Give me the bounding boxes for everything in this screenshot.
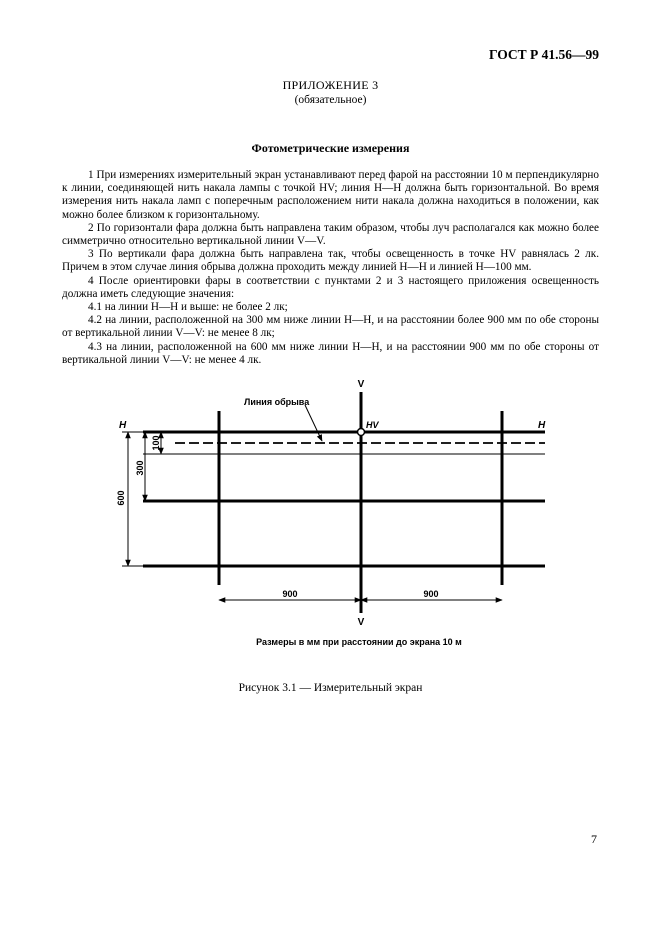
label-dim-100: 100 xyxy=(151,435,161,451)
appendix-subtitle: (обязательное) xyxy=(294,94,367,106)
standard-number: ГОСТ Р 41.56—99 xyxy=(488,47,599,62)
label-hv: HV xyxy=(366,420,379,430)
appendix-title: ПРИЛОЖЕНИЕ 3 xyxy=(282,78,379,92)
paragraph-1: 1 При измерениях измерительный экран устанавливают перед фарой на расстоянии 10 м перпендикулярно к линии, соединяющей нить накала лампы с точкой HV; линия H—H должна быть горизонтальной. Во время измерения нить накала ламп с поперечным расположением нити накала должна находиться в положении, как можно более близком к горизонтальному. xyxy=(62,169,599,221)
paragraph-4-1: 4.1 на линии H—H и выше: не более 2 лк; xyxy=(88,301,288,314)
figure-note: Размеры в мм при расстоянии до экрана 10 м xyxy=(256,637,462,647)
measuring-screen-diagram xyxy=(0,340,661,660)
measuring-screen-figure xyxy=(0,340,661,660)
paragraph-3: 3 По вертикали фара должна быть направлена так, чтобы освещенность в точке HV равнялась 2 лк. Причем в этом случае линия обрыва должна проходить между линией H—H и линией H—100 мм. xyxy=(62,248,599,274)
label-dim-900-right: 900 xyxy=(423,589,439,599)
cutoff-leader xyxy=(305,405,322,441)
paragraph-4: 4 После ориентировки фары в соответствии с пунктами 2 и 3 настоящего приложения освещенность должна иметь следующие значения: xyxy=(62,274,599,300)
label-h-right: H xyxy=(538,420,546,431)
label-cutoff: Линия обрыва xyxy=(244,397,310,407)
label-v-top: V xyxy=(357,379,365,390)
label-dim-600: 600 xyxy=(116,490,126,506)
label-h-left: H xyxy=(119,420,127,431)
label-dim-300: 300 xyxy=(135,460,145,476)
hv-point xyxy=(358,429,365,436)
body-text xyxy=(62,169,599,367)
section-title: Фотометрические измерения xyxy=(251,141,410,155)
paragraph-2: 2 По горизонтали фара должна быть направлена таким образом, чтобы луч располагался как можно более симметрично относительно вертикальной линии V—V. xyxy=(62,221,599,248)
paragraph-4-2: 4.2 на линии, расположенной на 300 мм ниже линии H—H, и на расстоянии более 900 мм по обе стороны от вертикальной линии V—V: не менее 8 лк; xyxy=(62,314,599,340)
page-number: 7 xyxy=(591,832,597,846)
figure-caption: Рисунок 3.1 — Измерительный экран xyxy=(238,682,423,694)
label-v-bottom: V xyxy=(357,617,365,628)
label-dim-900-left: 900 xyxy=(282,589,298,599)
paragraph-4-3: 4.3 на линии, расположенной на 600 мм ниже линии H—H, и на расстоянии 900 мм по обе стороны от вертикальной линии V—V: не менее 4 лк. xyxy=(62,340,599,366)
